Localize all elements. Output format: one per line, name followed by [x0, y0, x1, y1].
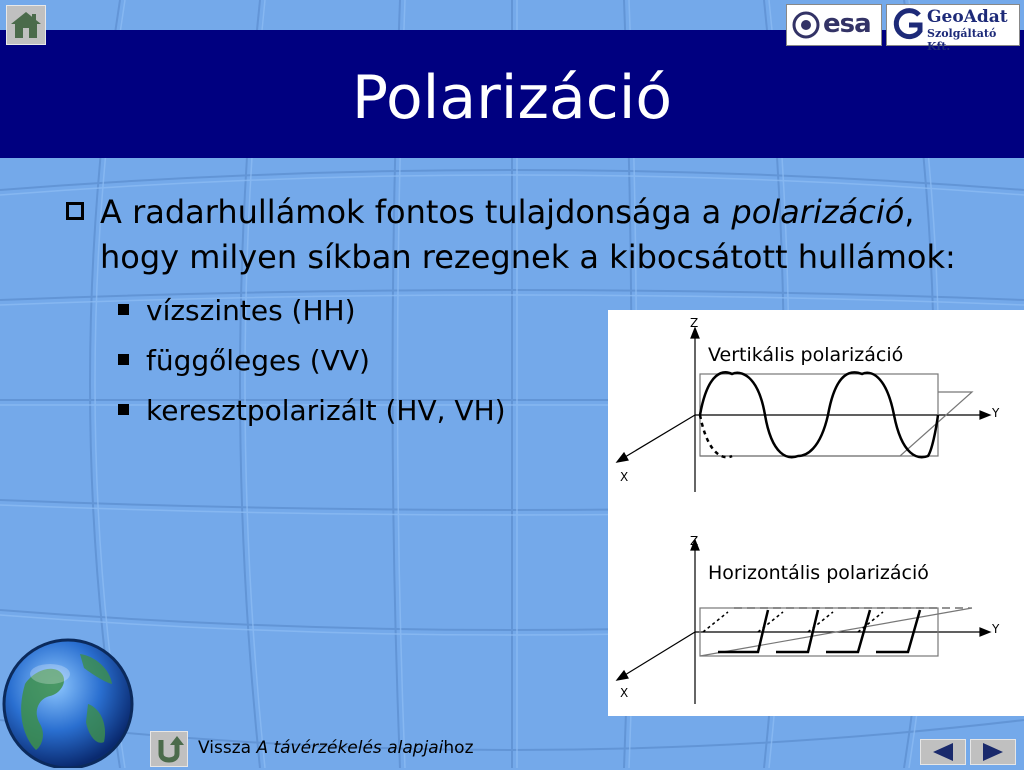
esa-emblem-icon: [789, 5, 823, 45]
right-triangle-icon: [971, 740, 1015, 764]
geoadat-name: GeoAdat: [927, 7, 1008, 27]
main-text-start: A radarhullámok fontos tulajdonsága a: [100, 193, 732, 231]
square-bullet-icon: [118, 304, 129, 315]
globe-icon: [0, 634, 136, 768]
axis-y-bottom: Y: [992, 622, 1000, 636]
square-bullet-icon: [118, 404, 129, 415]
home-icon: [7, 6, 45, 44]
next-slide-button[interactable]: [970, 739, 1016, 765]
u-turn-icon: [151, 732, 187, 766]
home-button[interactable]: [6, 5, 46, 45]
sub-item-label: keresztpolarizált (HV, VH): [146, 394, 506, 427]
checkbox-bullet-icon: [66, 202, 84, 220]
sub-item-label: vízszintes (HH): [146, 294, 356, 327]
geoadat-emblem-icon: [889, 5, 927, 45]
square-bullet-icon: [118, 354, 129, 365]
main-bullet: [62, 190, 962, 280]
main-text-italic: polarizáció: [731, 193, 905, 231]
axis-y-top: Y: [992, 406, 1000, 420]
footer-prefix: Vissza: [198, 738, 257, 758]
footer-italic: A távérzékelés alapjai: [256, 738, 444, 758]
geoadat-logo: [886, 4, 1020, 53]
footer-suffix: hoz: [443, 738, 474, 758]
horizontal-polarization-label: Horizontális polarizáció: [708, 562, 929, 584]
esa-logo-text: esa: [823, 9, 871, 39]
axis-z-top: Z: [690, 316, 699, 330]
sub-item-label: függőleges (VV): [146, 344, 370, 377]
slide-title: Polarizáció: [351, 63, 673, 133]
footer-back-link[interactable]: [198, 738, 474, 758]
geoadat-subtitle: Szolgáltató Kft.: [927, 27, 997, 53]
vertical-polarization-label: Vertikális polarizáció: [708, 344, 904, 366]
axis-x-top: X: [620, 470, 629, 484]
polarization-diagram-drawing: [608, 310, 1024, 716]
back-button[interactable]: [150, 731, 188, 767]
previous-slide-button[interactable]: [920, 739, 966, 765]
axis-x-bottom: X: [620, 686, 629, 700]
axis-z-bottom: Z: [690, 534, 699, 548]
main-text-end: , hogy milyen síkban rezegnek a kibocsátott hullámok:: [100, 193, 956, 276]
left-triangle-icon: [921, 740, 965, 764]
polarization-diagram: [608, 310, 1024, 716]
esa-logo: [786, 4, 882, 46]
